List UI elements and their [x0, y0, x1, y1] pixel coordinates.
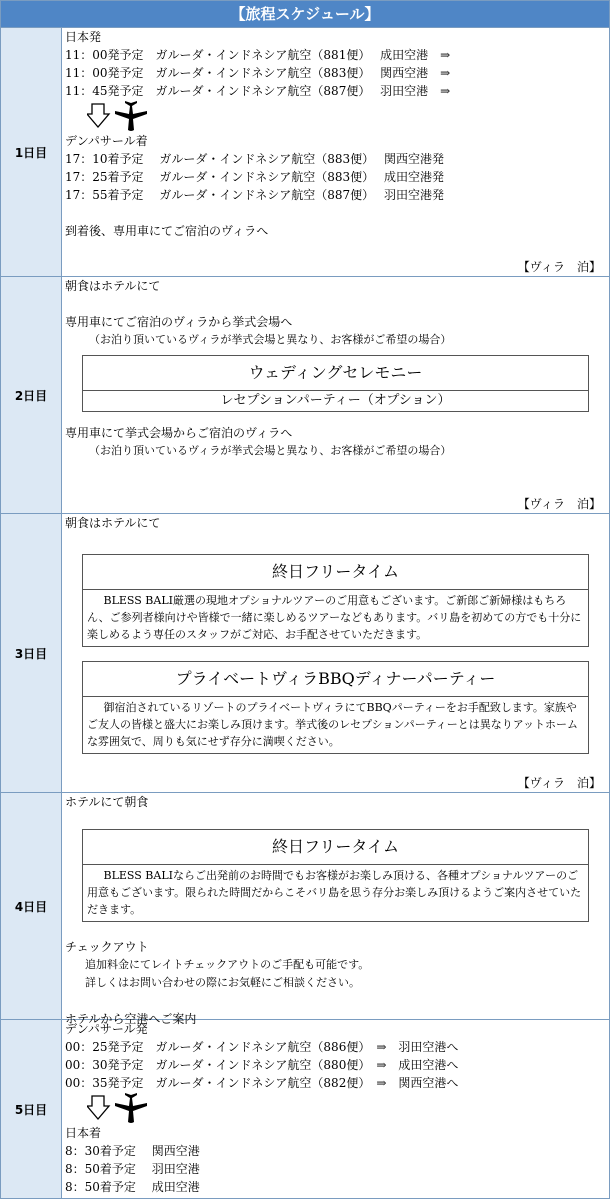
transit-indicator — [65, 100, 609, 132]
flight-line: 11：00発予定 ガルーダ・インドネシア航空（883便） 関西空港 ⇒ — [65, 66, 451, 80]
flight-line: 11：00発予定 ガルーダ・インドネシア航空（881便） 成田空港 ⇒ — [65, 48, 451, 62]
departure-header: 日本発 — [65, 30, 102, 44]
stay-label: 【ヴィラ 泊】 — [517, 776, 601, 790]
breakfast-note: 朝食はホテルにて — [65, 279, 161, 293]
day-row-5 — [1, 1020, 609, 1198]
page-title: 【旅程スケジュール】 — [1, 1, 609, 28]
day-content — [62, 28, 609, 276]
day-row-3 — [1, 514, 609, 793]
day-row-4 — [1, 793, 609, 1026]
day-label: 3日目 — [1, 514, 62, 792]
airport-transfer-note: ホテルから空港へご案内 — [65, 1012, 197, 1026]
transfer-note: 専用車にて挙式会場からご宿泊のヴィラへ — [65, 426, 293, 440]
breakfast-note: ホテルにて朝食 — [65, 795, 149, 809]
event-box — [82, 829, 589, 922]
event-box — [82, 554, 589, 647]
flight-line: 00：30発予定 ガルーダ・インドネシア航空（880便） ⇒ 成田空港へ — [65, 1058, 459, 1072]
airplane-icon — [115, 1093, 147, 1123]
event-title: 終日フリータイム — [271, 837, 400, 856]
day-label: 2日目 — [1, 277, 62, 513]
down-arrow-icon — [87, 1093, 151, 1123]
day-note: 到着後、専用車にてご宿泊のヴィラへ — [65, 224, 269, 238]
event-box — [82, 355, 589, 412]
checkout-note: 詳しくはお問い合わせの際にお気軽にご相談ください。 — [85, 976, 360, 989]
day-content — [62, 277, 609, 513]
breakfast-note: 朝食はホテルにて — [65, 516, 161, 530]
transfer-note: 専用車にてご宿泊のヴィラから挙式会場へ — [65, 315, 293, 329]
flight-line: 00：35発予定 ガルーダ・インドネシア航空（882便） ⇒ 関西空港へ — [65, 1076, 459, 1090]
flight-line: 8：50着予定 成田空港 — [65, 1180, 200, 1194]
flight-line: 17：25着予定 ガルーダ・インドネシア航空（883便） 成田空港発 — [65, 170, 444, 184]
flight-line: 11：45発予定 ガルーダ・インドネシア航空（887便） 羽田空港 ⇒ — [65, 84, 451, 98]
checkout-title: チェックアウト — [65, 940, 149, 954]
flight-line: 17：10着予定 ガルーダ・インドネシア航空（883便） 関西空港発 — [65, 152, 444, 166]
down-arrow-icon — [87, 101, 151, 131]
checkout-note: 追加料金にてレイトチェックアウトのご手配も可能です。 — [85, 958, 370, 971]
departure-header: デンパサール発 — [65, 1022, 148, 1036]
day-label: 1日目 — [1, 28, 62, 276]
event-title: ウェディングセレモニー — [248, 363, 423, 382]
flight-line: 8：30着予定 関西空港 — [65, 1144, 200, 1158]
transit-indicator — [65, 1092, 609, 1124]
day-label: 4日目 — [1, 793, 62, 1019]
day-content — [62, 793, 609, 1026]
day-row-2 — [1, 277, 609, 514]
stay-label: 【ヴィラ 泊】 — [517, 497, 601, 511]
transfer-subnote: （お泊り頂いているヴィラが挙式会場と異なり、お客様がご希望の場合） — [89, 444, 452, 457]
day-label: 5日目 — [1, 1020, 62, 1198]
event-title: 終日フリータイム — [271, 562, 400, 581]
event-title: プライベートヴィラBBQディナーパーティー — [175, 669, 496, 688]
event-description: BLESS BALI厳選の現地オプショナルツアーのご用意もございます。ご新郎ご新婦様はもちろん、ご参列者様向けや皆様で一緒に楽しめるツアーなどもあります。バリ島を初めての方でも十分に楽しめるよう専任のスタッフがご対応、お手配させていただきます。 — [83, 589, 588, 646]
event-description: 御宿泊されているリゾートのプライベートヴィラにてBBQパーティーをお手配致します。家族やご友人の皆様と盛大にお楽しみ頂けます。挙式後のレセプションパーティーとは異なりアットホームな雰囲気で、周りも気にせず存分に満喫ください。 — [83, 696, 588, 753]
day-content — [62, 1020, 609, 1198]
event-description: BLESS BALIならご出発前のお時間でもお客様がお楽しみ頂ける、各種オプショナルツアーのご用意もございます。限られた時間だからこそバリ島を思う存分お楽しみ頂けるようご案内させていただきます。 — [83, 864, 588, 921]
flight-line: 8：50着予定 羽田空港 — [65, 1162, 200, 1176]
day-row-1 — [1, 28, 609, 277]
arrival-header: 日本着 — [65, 1126, 102, 1140]
day-content — [62, 514, 609, 792]
flight-line: 17：55着予定 ガルーダ・インドネシア航空（887便） 羽田空港発 — [65, 188, 444, 202]
transfer-subnote: （お泊り頂いているヴィラが挙式会場と異なり、お客様がご希望の場合） — [89, 333, 452, 346]
flight-line: 00：25発予定 ガルーダ・インドネシア航空（886便） ⇒ 羽田空港へ — [65, 1040, 459, 1054]
airplane-icon — [115, 101, 147, 131]
stay-label: 【ヴィラ 泊】 — [517, 260, 601, 274]
arrival-header: デンパサール着 — [65, 134, 148, 148]
event-box — [82, 661, 589, 754]
event-subtitle: レセプションパーティー（オプション） — [83, 390, 588, 411]
